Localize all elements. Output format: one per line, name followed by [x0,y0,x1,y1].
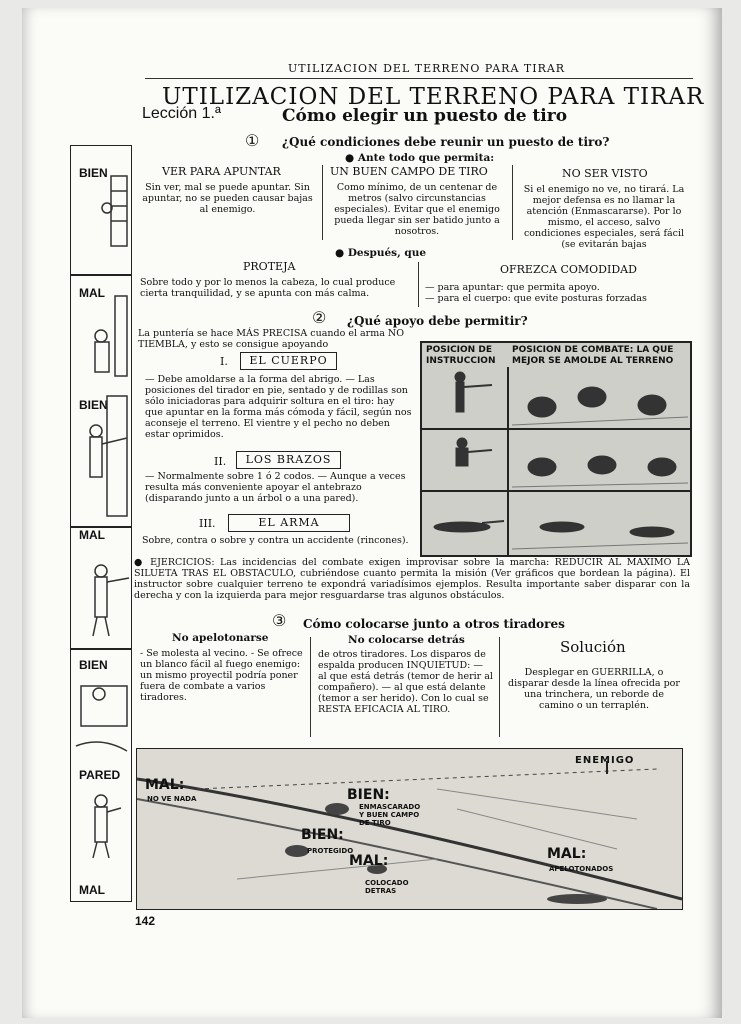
soldier-positions-figure [422,367,690,555]
divider [322,165,323,240]
el-arma-box: EL ARMA [228,514,350,532]
sidebar-figures [70,145,132,902]
divider [499,637,500,737]
divider [310,637,311,737]
despues-label: ● Después, que [335,247,427,259]
divider [512,165,513,240]
photo-label-combate: POSICION DE COMBATE: LA QUE MEJOR SE AMOLDE AL TERRENO [512,345,674,366]
sidebar-label: BIEN [79,658,108,672]
no-detras-text: de otros tiradores. Los disparos de espalda producen INQUIETUD: — al que está detrás (temor de herir al compañero). — al que está delante (temor a ser herido). Con lo cual se RESTA EFICACIA AL TIRO. [318,649,493,715]
page-number: 142 [135,914,156,928]
col-campo-text: Como mínimo, de un centenar de metros (salvo circunstancias especiales). Evitar que el enemigo pueda llegar sin ser batido junto a nosotros. [334,182,500,237]
col-campo-head: UN BUEN CAMPO DE TIRO [330,165,488,178]
position-photo-grid [420,341,692,557]
sketch-label: ENMASCARADO Y BUEN CAMPO DE TIRO [359,803,421,827]
sketch-label: PROTEGIDO [307,847,354,855]
sketch-label: BIEN: [347,787,390,803]
sidebar-label: MAL [79,528,105,542]
lesson-label: Lección 1.ª [142,105,221,122]
roman-iii: III. [199,517,216,530]
section-2-number: ② [312,308,327,327]
el-cuerpo-text: — Debe amoldarse a la forma del abrigo. — Las posiciones del tirador en pie, sentado y de rodillas son sólo iniciadoras para adquirir soltura en el tiro: hay que apuntar en la forma más cómoda y fácil, según nos aconseje el terreno. El vientre y el pecho no deben estar oprimidos. [145,374,412,440]
sidebar-label: BIEN [79,398,108,412]
col-ver-head: VER PARA APUNTAR [162,165,281,178]
proteja-head: PROTEJA [243,260,296,273]
sidebar-label: PARED [79,768,121,782]
no-apelotonarse-head: No apelotonarse [172,632,269,644]
sketch-label: ENEMIGO [575,755,635,766]
section-1-question: ¿Qué condiciones debe reunir un puesto de tiro? [282,135,610,149]
col-ver-text: Sin ver, mal se puede apuntar. Sin apuntar, no se pueden causar bajas al enemigo. [142,182,313,215]
photo-label-instruccion: POSICION DE INSTRUCCION [426,345,496,366]
header-rule [145,78,693,79]
sidebar-label: MAL [79,883,105,897]
section-3-number: ③ [272,611,287,630]
los-brazos-text: — Normalmente sobre 1 ó 2 codos. — Aunque a veces resulta más conveniente apoyar el antebrazo (disparando junto a un árbol o a una pared). [145,471,406,504]
no-detras-head: No colocarse detrás [348,634,465,646]
page-title: UTILIZACION DEL TERRENO PARA TIRAR [162,84,705,110]
el-cuerpo-box: EL CUERPO [240,352,337,370]
section-2-intro: La puntería se hace MÁS PRECISA cuando el arma NO TIEMBLA, y esto se consigue apoyando [138,328,404,350]
el-arma-text: Sobre, contra o sobre y contra un accidente (rincones). [142,535,409,546]
sketch-label: BIEN: [301,827,344,843]
divider [418,262,419,307]
page-subtitle: Cómo elegir un puesto de tiro [282,106,568,126]
sidebar-label: MAL [79,286,105,300]
proteja-text: Sobre todo y por lo menos la cabeza, lo cual produce cierta tranquilidad, y se apunta con más calma. [140,277,396,299]
sketch-label: NO VE NADA [147,795,197,803]
sketch-label: APELOTONADOS [549,865,614,873]
sketch-label: MAL: [547,846,587,862]
col-novisto-head: NO SER VISTO [562,167,648,180]
comodidad-line-2: — para el cuerpo: que evite posturas forzadas [425,293,647,304]
comodidad-line-1: — para apuntar: que permita apoyo. [425,282,600,293]
sidebar-soldier-drawings [71,146,131,901]
section-1-number: ① [245,131,260,150]
solucion-head: Solución [560,638,626,656]
roman-i: I. [220,355,228,368]
section-3-question: Cómo colocarse junto a otros tiradores [303,617,565,631]
running-header: UTILIZACION DEL TERRENO PARA TIRAR [288,62,566,75]
sketch-label: COLOCADO DETRAS [365,879,409,895]
solucion-text: Desplegar en GUERRILLA, o disparar desde la línea ofrecida por una trinchera, un reborde de camino o un terraplén. [508,667,680,711]
section-2-question: ¿Qué apoyo debe permitir? [347,314,528,328]
sketch-label: MAL: [145,777,185,793]
no-apelotonarse-text: - Se molesta al vecino. - Se ofrece un blanco fácil al fuego enemigo: un mismo proyectil podría poner fuera de combate a varios tiradores. [140,648,303,703]
sketch-label: MAL: [349,853,389,869]
comodidad-head: OFREZCA COMODIDAD [500,263,637,276]
roman-ii: II. [214,455,227,468]
los-brazos-box: LOS BRAZOS [236,451,341,469]
ejercicios-text: ● EJERCICIOS: Las incidencias del combate exigen improvisar sobre la marcha: REDUCIR AL MAXIMO LA SILUETA TRAS EL OBSTACULO, cubriéndose cuanto permita la misión (Ver gráficos que bordean la página). El instructor sobre cualquier terreno te expondrá variadísimos ejemplos. Resulta importante saber disparar con la derecha y con la izquierda para mejor resguardarse tras algunos obstáculos. [134,557,690,601]
section-1-intro: ● Ante todo que permita: [345,152,495,164]
col-novisto-text: Si el enemigo no ve, no tirará. La mejor defensa es no llamar la atención (Enmascararse). Por lo mismo, el acceso, salvo condiciones especiales, será fácil (se evitarán bajas [523,184,685,250]
sidebar-label: BIEN [79,166,108,180]
field-positions-sketch [136,748,683,910]
